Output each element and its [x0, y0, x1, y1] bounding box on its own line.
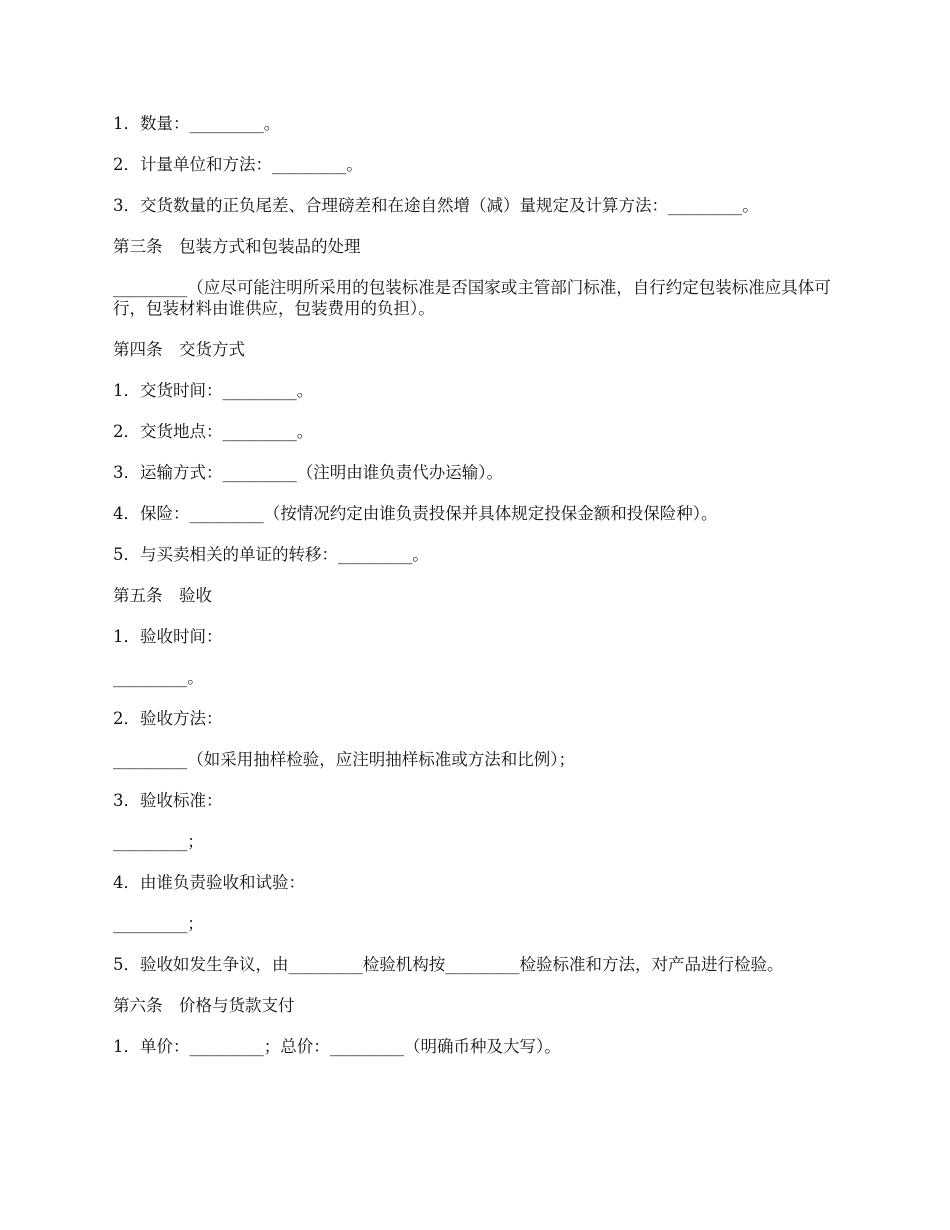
clause-5-item-3-label: 3．验收标准：: [113, 791, 223, 810]
clause-4-item-1-delivery-time: 1．交货时间：_________。: [113, 381, 314, 400]
clause-5-item-2-blank: _________（如采用抽样检验，应注明抽样标准或方法和比例）；: [113, 750, 575, 769]
clause-5-item-3-blank: _________；: [113, 832, 204, 851]
clause-4-heading: 第四条 交货方式: [113, 340, 245, 359]
clause-4-item-2-delivery-place: 2．交货地点：_________。: [113, 422, 314, 441]
clause-2-item-2-unit-method: 2．计量单位和方法：_________。: [113, 155, 363, 174]
clause-4-item-5-documents: 5．与买卖相关的单证的转移：_________。: [113, 545, 429, 564]
clause-4-item-3-transport: 3．运输方式：_________（注明由谁负责代办运输）。: [113, 463, 503, 482]
document-body: [113, 113, 835, 1077]
clause-5-item-4-blank: _________；: [113, 914, 204, 933]
clause-5-item-4-label: 4．由谁负责验收和试验：: [113, 873, 305, 892]
clause-5-item-1-label: 1．验收时间：: [113, 627, 223, 646]
clause-5-item-5-dispute: 5．验收如发生争议，由_________检验机构按_________检验标准和方法，对产品进行检验。: [113, 955, 784, 974]
clause-3-packaging-text: _________（应尽可能注明所采用的包装标准是否国家或主管部门标准，自行约定包装标准应具体可行，包装材料由谁供应，包装费用的负担）。: [113, 278, 831, 318]
clause-4-item-4-insurance: 4．保险：_________（按情况约定由谁负责投保并具体规定投保金额和投保险种）。: [113, 504, 718, 523]
clause-6-heading: 第六条 价格与货款支付: [113, 996, 295, 1015]
clause-2-item-3-tolerance: 3．交货数量的正负尾差、合理磅差和在途自然增（减）量规定及计算方法：_________。: [113, 196, 759, 215]
clause-5-heading: 第五条 验收: [113, 586, 212, 605]
clause-6-item-1-price: 1．单价：_________；总价：_________（明确币种及大写）。: [113, 1037, 561, 1056]
clause-5-item-1-blank: _________。: [113, 668, 204, 687]
clause-5-item-2-label: 2．验收方法：: [113, 709, 223, 728]
clause-2-item-1-quantity: 1．数量：_________。: [113, 114, 281, 133]
clause-3-heading: 第三条 包装方式和包装品的处理: [113, 237, 361, 256]
